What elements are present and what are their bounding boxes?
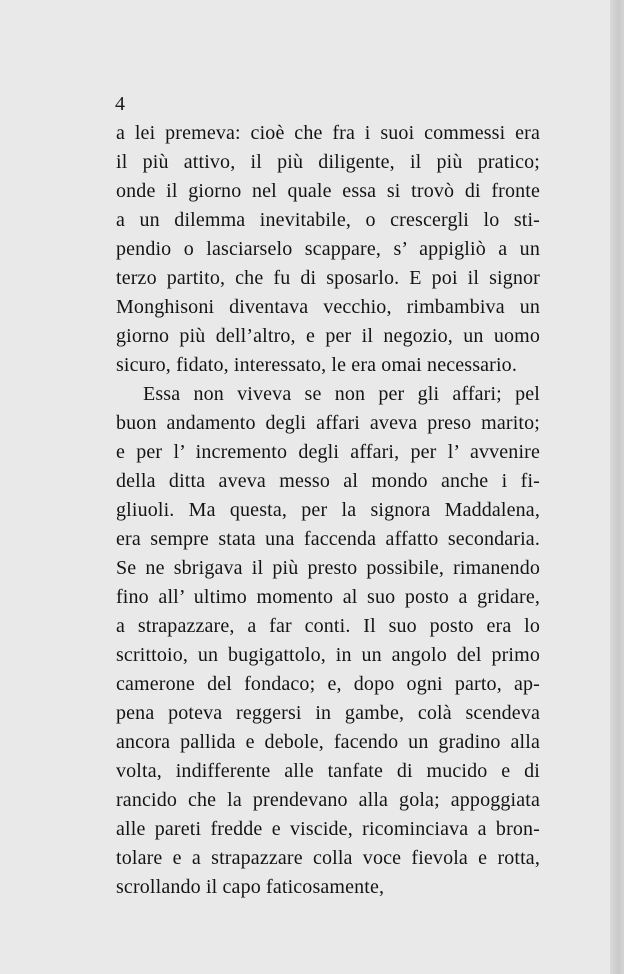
text-line: sicuro, fidato, interessato, le era omai necessario. [116, 354, 517, 376]
text-line: era sempre stata una faccenda affatto secondaria. [116, 528, 540, 550]
text-line: a strapazzare, a far conti. Il suo posto era lo [116, 615, 540, 637]
text-line: alle pareti fredde e viscide, ricominciava a bron- [116, 818, 540, 840]
text-line: scrittoio, un bugigattolo, in un angolo del primo [116, 644, 540, 666]
text-line: gliuoli. Ma questa, per la signora Maddalena, [116, 499, 540, 521]
text-line: scrollando il capo faticosamente, [116, 876, 385, 898]
text-line: volta, indifferente alle tanfate di mucido e di [116, 760, 540, 782]
text-line: il più attivo, il più diligente, il più pratico; [116, 151, 540, 173]
text-line: della ditta aveva messo al mondo anche i fi- [116, 470, 540, 492]
text-line: terzo partito, che fu di sposarlo. E poi il signor [116, 267, 540, 289]
text-line: onde il giorno nel quale essa si trovò di fronte [116, 180, 540, 202]
text-line: giorno più dell’altro, e per il negozio, un uomo [116, 325, 540, 347]
text-line: a lei premeva: cioè che fra i suoi commessi era [116, 122, 540, 144]
text-line: buon andamento degli affari aveva preso marito; [116, 412, 540, 434]
text-line: Monghisoni diventava vecchio, rimbambiva un [116, 296, 540, 318]
text-line: camerone del fondaco; e, dopo ogni parto, ap- [116, 673, 540, 695]
text-line: e per l’ incremento degli affari, per l’ avvenire [116, 441, 540, 463]
text-line: fino all’ ultimo momento al suo posto a gridare, [116, 586, 540, 608]
text-line: tolare e a strapazzare colla voce fievola e rotta, [116, 847, 540, 869]
text-line: rancido che la prendevano alla gola; appoggiata [116, 789, 540, 811]
text-line: Se ne sbrigava il più presto possibile, rimanendo [116, 557, 540, 579]
paragraph-start-line: Essa non viveva se non per gli affari; pel [143, 383, 540, 405]
page-edge-shadow [610, 0, 624, 974]
page-number: 4 [115, 93, 125, 115]
text-line: pendio o lasciarselo scappare, s’ appigliò a un [116, 238, 540, 260]
text-line: pena poteva reggersi in gambe, colà scendeva [116, 702, 540, 724]
text-line: ancora pallida e debole, facendo un gradino alla [116, 731, 540, 753]
text-line: a un dilemma inevitabile, o crescergli lo sti- [116, 209, 540, 231]
body-text [116, 119, 540, 902]
